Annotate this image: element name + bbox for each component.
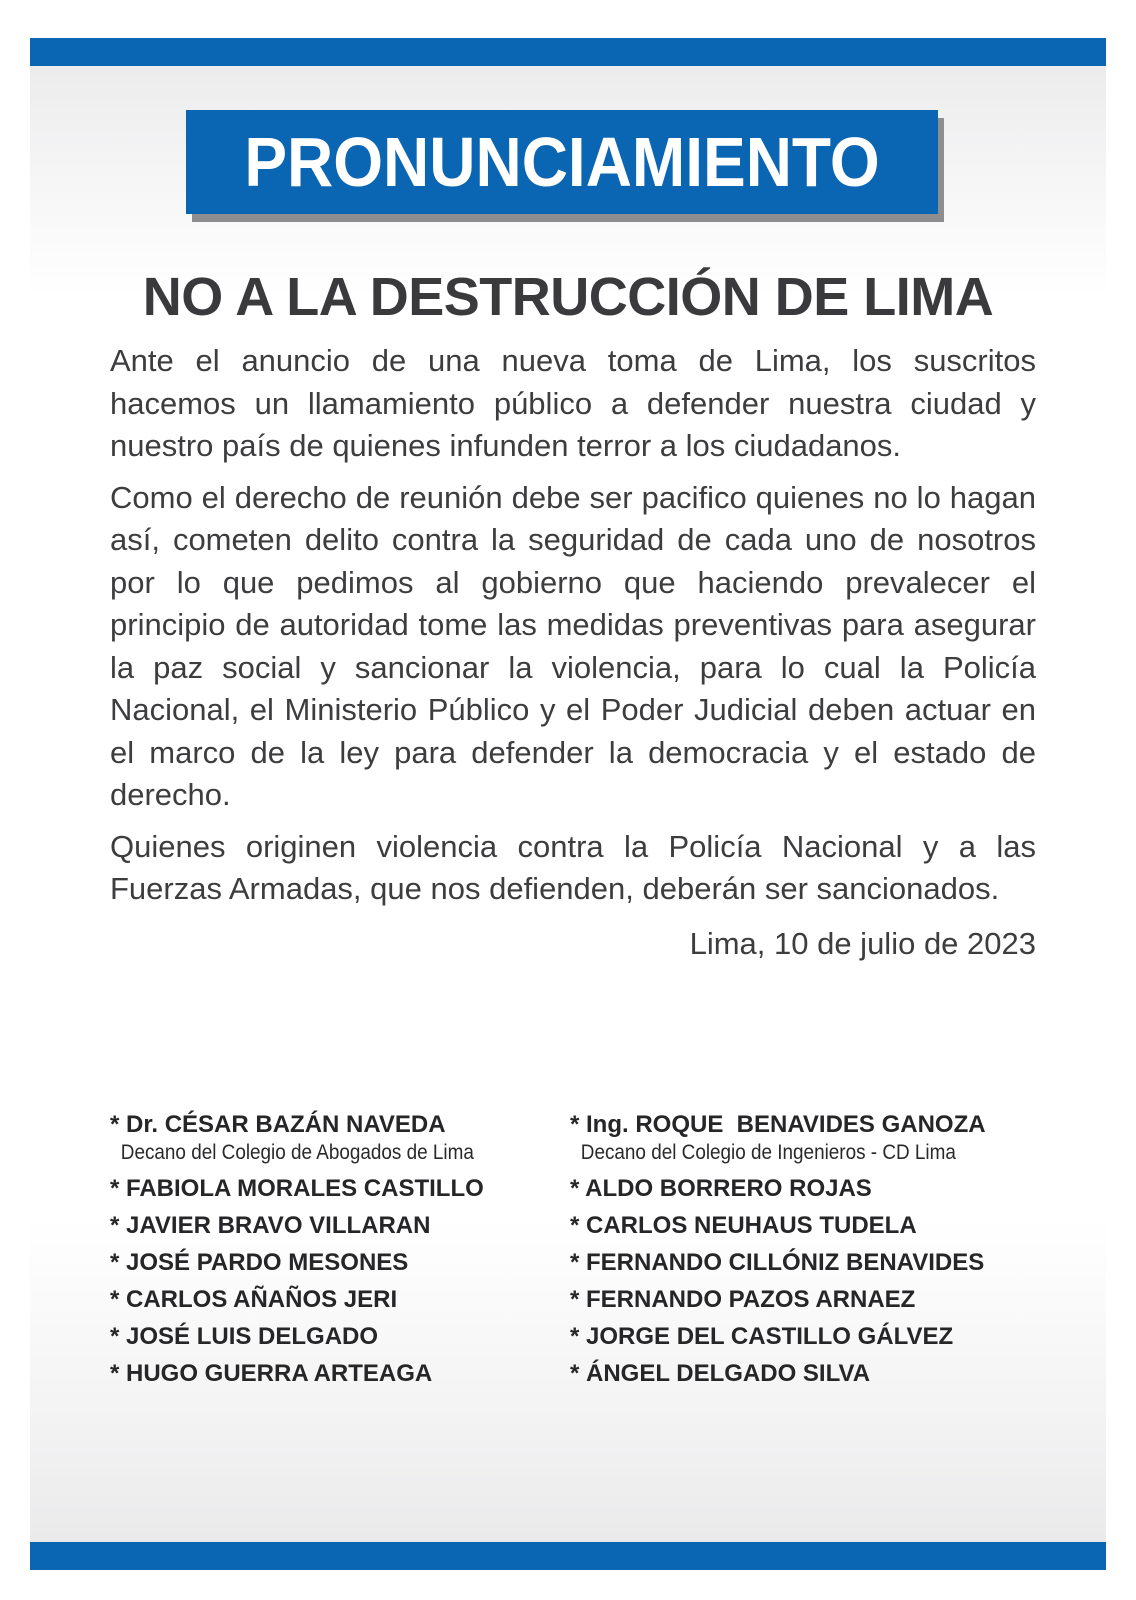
signatory-name: * FERNANDO CILLÓNIZ BENAVIDES xyxy=(570,1249,985,1276)
signatory-name: * JOSÉ PARDO MESONES xyxy=(110,1249,409,1276)
signatory-name: * CARLOS NEUHAUS TUDELA xyxy=(570,1212,917,1239)
headline: NO A LA DESTRUCCIÓN DE LIMA xyxy=(142,267,994,327)
signatories-right xyxy=(570,1110,1050,1392)
signatory-lead-role: Decano del Colegio de Ingenieros - CD Lima xyxy=(580,1141,956,1164)
signatory-name: * ALDO BORRERO ROJAS xyxy=(570,1175,872,1202)
paragraph-3: Quienes originen violencia contra la Policía Nacional y a las Fuerzas Armadas, que nos defienden, deberán ser sancionados. xyxy=(110,828,1036,906)
signatory-name: * JAVIER BRAVO VILLARAN xyxy=(110,1212,431,1239)
top-blue-bar xyxy=(30,38,1106,66)
document-page xyxy=(30,38,1106,1570)
signatory-name: * JORGE DEL CASTILLO GÁLVEZ xyxy=(570,1323,954,1350)
bottom-blue-bar xyxy=(30,1542,1106,1570)
signatory-name: * CARLOS AÑAÑOS JERI xyxy=(110,1286,398,1313)
signatory-lead-role: Decano del Colegio de Abogados de Lima xyxy=(120,1141,474,1164)
signatories-left xyxy=(110,1110,560,1392)
paragraph-2: Como el derecho de reunión debe ser pacifico quienes no lo hagan así, cometen delito contra la seguridad de cada uno de nosotros por lo que pedimos al gobierno que haciendo prevalecer el principio de autoridad tome las medidas preventivas para asegurar la paz social y sancionar la violencia, para lo cual la Policía Nacional, el Ministerio Público y el Poder Judicial deben actuar en el marco de la ley para defender la democracia y el estado de derecho. xyxy=(110,479,1036,812)
date-line: Lima, 10 de julio de 2023 xyxy=(689,925,1036,961)
signatory-lead-name: * Ing. ROQUE BENAVIDES GANOZA xyxy=(570,1111,986,1138)
paragraph-1: Ante el anuncio de una nueva toma de Lima, los suscritos hacemos un llamamiento público a defender nuestra ciudad y nuestro país de quienes infunden terror a los ciudadanos. xyxy=(110,343,1036,463)
signatory-name: * FERNANDO PAZOS ARNAEZ xyxy=(570,1286,916,1313)
signatory-lead-name: * Dr. CÉSAR BAZÁN NAVEDA xyxy=(110,1111,446,1138)
statement-body xyxy=(110,340,1036,965)
signatory-name: * HUGO GUERRA ARTEAGA xyxy=(110,1360,433,1387)
signatory-name: * JOSÉ LUIS DELGADO xyxy=(110,1323,379,1350)
title-banner xyxy=(186,110,938,214)
signatory-name: * FABIOLA MORALES CASTILLO xyxy=(110,1175,484,1202)
signatory-name: * ÁNGEL DELGADO SILVA xyxy=(570,1360,871,1387)
banner-title: PRONUNCIAMIENTO xyxy=(244,123,880,201)
